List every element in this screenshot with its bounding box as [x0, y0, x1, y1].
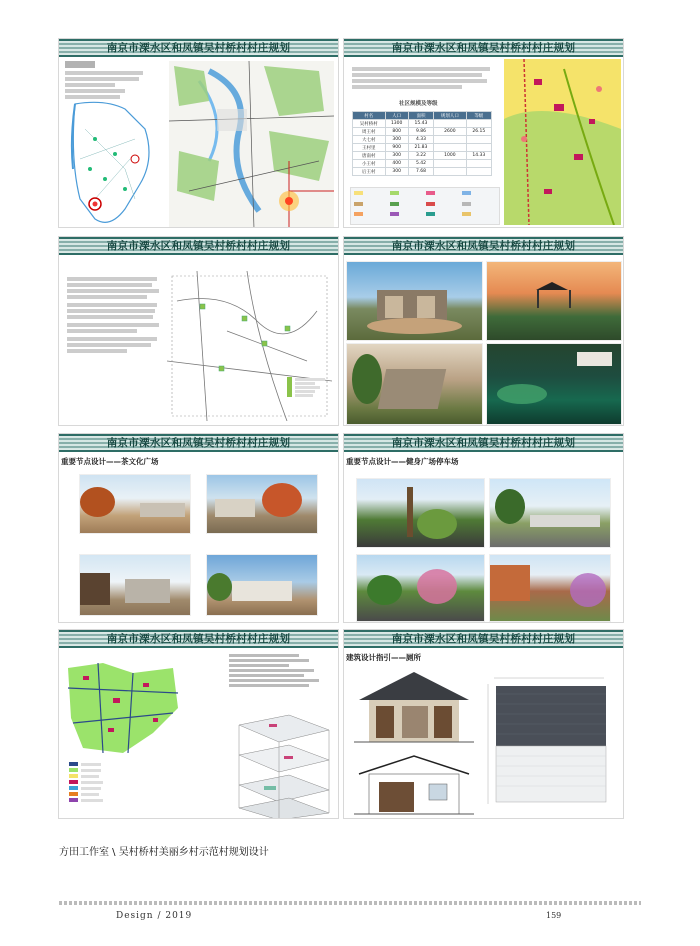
rendering-pavilion-photo [486, 261, 622, 341]
table-cell [466, 136, 491, 144]
table-cell [434, 144, 467, 152]
panel-location-analysis [58, 38, 339, 228]
table-cell [434, 120, 467, 128]
table-row [353, 120, 492, 128]
panel-title: 南京市溧水区和凤镇吴村桥村村庄规划 [106, 437, 291, 449]
tea-square-photo-3 [79, 554, 191, 616]
panel-toilet-design [343, 629, 624, 819]
table-cell: 15.43 [408, 120, 433, 128]
layered-3d-diagram [229, 710, 334, 819]
page-number: 159 [546, 911, 562, 920]
table-cell: 800 [385, 128, 408, 136]
table-cell: 3.22 [408, 152, 433, 160]
table-header-cell: 人口 [385, 112, 408, 120]
table-cell: 400 [385, 160, 408, 168]
panel-header [344, 39, 623, 57]
table-row [353, 144, 492, 152]
panel-header [344, 630, 623, 648]
table-row [353, 128, 492, 136]
table-cell: 7.68 [408, 168, 433, 176]
table-cell: 14.33 [466, 152, 491, 160]
panel-header [59, 434, 338, 452]
table-cell [466, 168, 491, 176]
table-cell: 26.15 [466, 128, 491, 136]
panel-header [344, 434, 623, 452]
table-cell: 大七村 [353, 136, 386, 144]
table-cell: 吴村桥村 [353, 120, 386, 128]
table-row [353, 160, 492, 168]
panel-header [59, 237, 338, 255]
panel-header [344, 237, 623, 255]
table-cell [466, 144, 491, 152]
facilities-map [167, 271, 332, 421]
toilet-elevation-side [354, 752, 474, 818]
panel-tea-square [58, 433, 339, 623]
panel-planning-scale [343, 38, 624, 228]
fitness-photo-3 [356, 554, 485, 622]
tea-square-photo-4 [206, 554, 318, 616]
table-cell: 周王村 [353, 128, 386, 136]
rendering-gate-photo [346, 261, 483, 341]
table-cell: 900 [385, 144, 408, 152]
table-cell: 2600 [434, 128, 467, 136]
table-cell: 5.42 [408, 160, 433, 168]
table-cell [466, 120, 491, 128]
table-cell: 小王村 [353, 160, 386, 168]
panel-title: 南京市溧水区和凤镇吴村桥村村庄规划 [106, 633, 291, 645]
table-header-cell: 等级 [466, 112, 491, 120]
table-cell: 后王村 [353, 168, 386, 176]
fitness-photo-4 [489, 554, 611, 622]
table-row [353, 152, 492, 160]
rendering-pond-photo [486, 343, 622, 425]
landscape-notes [229, 654, 329, 687]
panel-renderings [343, 236, 624, 426]
table-cell: 4.33 [408, 136, 433, 144]
footer-publication: Design / 2019 [116, 911, 193, 921]
panel-title: 南京市溧水区和凤镇吴村桥村村庄规划 [391, 633, 576, 645]
panel-title: 南京市溧水区和凤镇吴村桥村村庄规划 [391, 42, 576, 54]
landscape-legend [69, 762, 149, 802]
fitness-photo-1 [356, 478, 485, 548]
toilet-roof-plan [484, 674, 618, 814]
table-row [353, 136, 492, 144]
facilities-legend [287, 377, 333, 397]
panel-title: 南京市溧水区和凤镇吴村桥村村庄规划 [391, 437, 576, 449]
table-cell: 21.83 [408, 144, 433, 152]
panel-header [59, 39, 338, 57]
table-header-cell: 村名 [353, 112, 386, 120]
panel-header [59, 630, 338, 648]
table-cell: 300 [385, 168, 408, 176]
table-cell: 300 [385, 136, 408, 144]
table-cell [434, 160, 467, 168]
panel-landscape-system [58, 629, 339, 819]
footer-divider [59, 901, 641, 905]
table-cell: 王村里 [353, 144, 386, 152]
panel-subtitle: 重要节点设计——健身广场停车场 [346, 457, 459, 466]
facilities-text [67, 277, 162, 353]
fitness-photo-2 [489, 478, 611, 548]
land-use-map [504, 59, 621, 225]
landscape-structure-map [63, 658, 181, 758]
land-use-legend [350, 187, 500, 225]
panel-public-facilities [58, 236, 339, 426]
intro-text [352, 67, 492, 89]
location-text [65, 61, 145, 99]
table-cell: 唐南村 [353, 152, 386, 160]
regional-location-map [65, 99, 160, 228]
table-cell [434, 136, 467, 144]
panel-subtitle: 建筑设计指引——厕所 [346, 653, 421, 662]
table-row [353, 168, 492, 176]
tea-square-photo-2 [206, 474, 318, 534]
table-cell: 9.86 [408, 128, 433, 136]
toilet-elevation-front [354, 670, 474, 748]
panel-subtitle: 重要节点设计——茶文化广场 [61, 457, 159, 466]
rendering-courtyard-photo [346, 343, 483, 425]
village-location-map [169, 61, 334, 228]
panel-title: 南京市溧水区和凤镇吴村桥村村庄规划 [106, 240, 291, 252]
table-cell: 300 [385, 152, 408, 160]
panel-title: 南京市溧水区和凤镇吴村桥村村庄规划 [391, 240, 576, 252]
tea-square-photo-1 [79, 474, 191, 534]
project-caption: 方田工作室 \ 吴村桥村美丽乡村示范村规划设计 [59, 847, 269, 858]
table-cell: 1300 [385, 120, 408, 128]
table-title: 社区规模及等级 [399, 101, 438, 107]
table-cell [434, 168, 467, 176]
table-cell: 1000 [434, 152, 467, 160]
village-scale-table [352, 111, 492, 176]
table-header-cell: 规划人口 [434, 112, 467, 120]
panel-fitness-parking [343, 433, 624, 623]
panel-title: 南京市溧水区和凤镇吴村桥村村庄规划 [106, 42, 291, 54]
table-cell [466, 160, 491, 168]
table-header-cell: 面积 [408, 112, 433, 120]
